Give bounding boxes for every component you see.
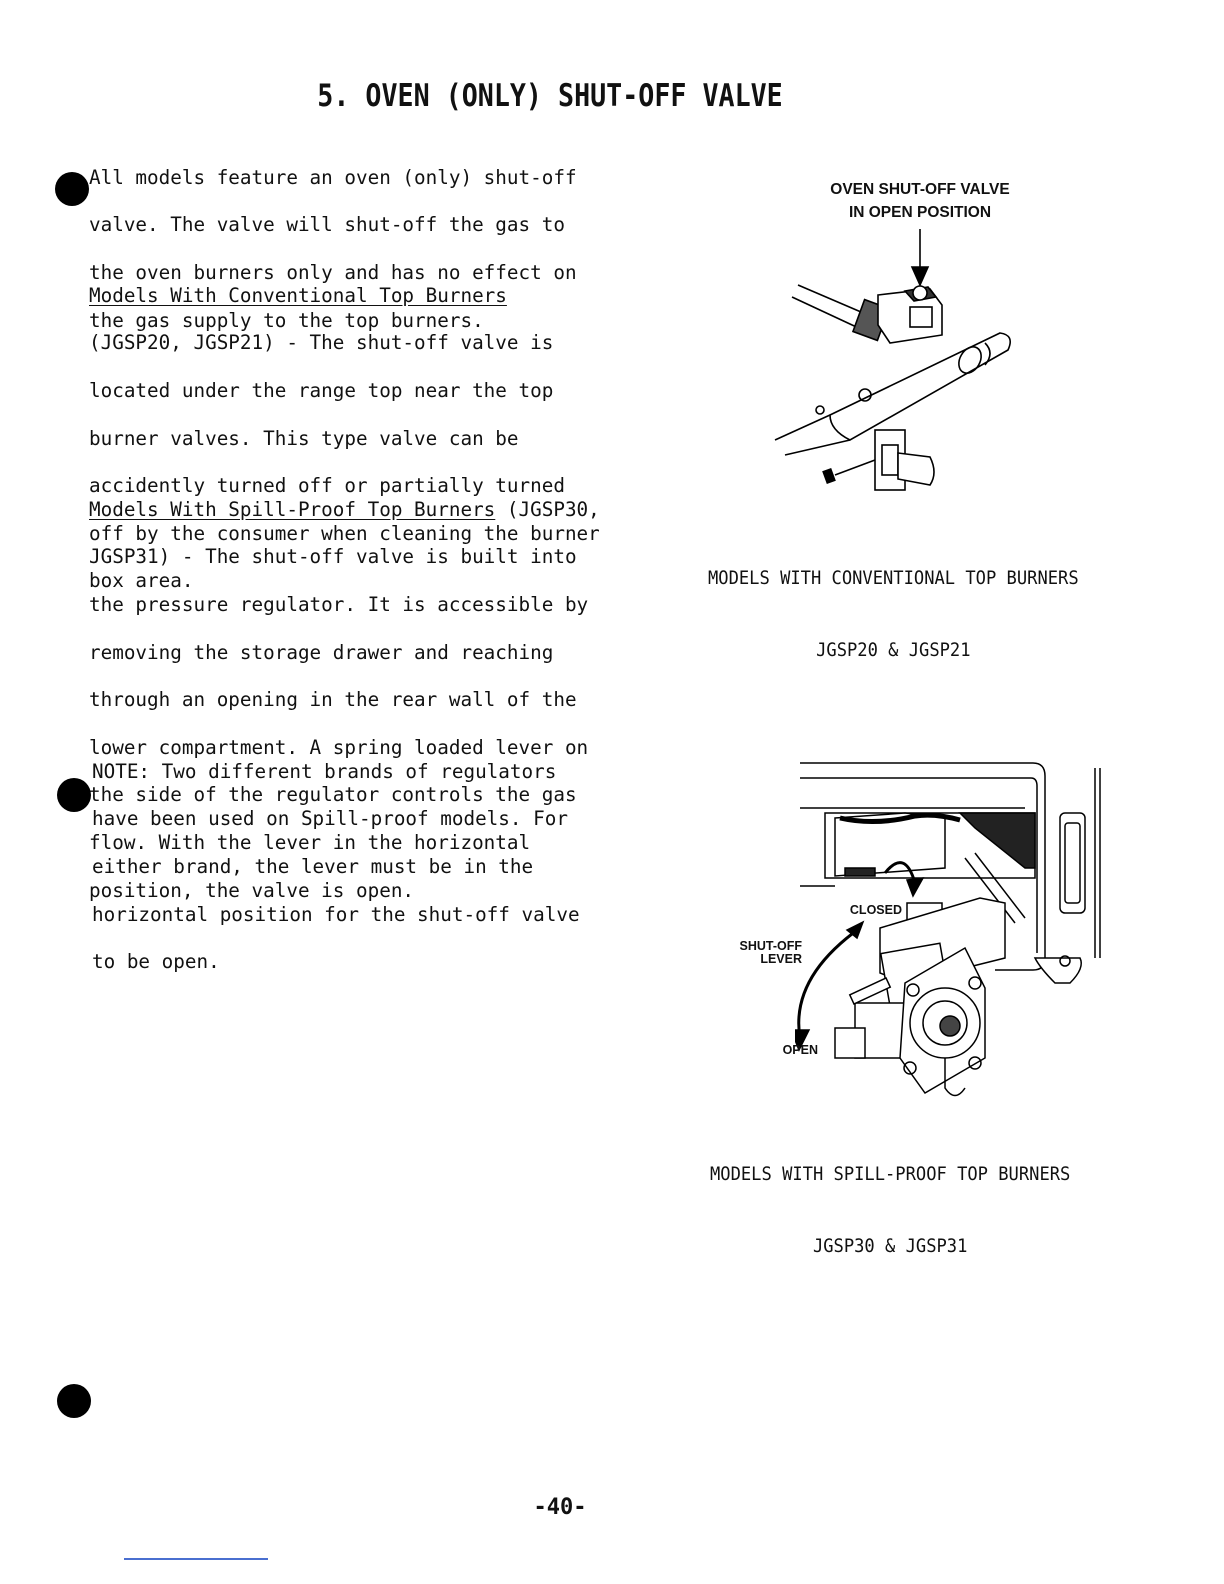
spillproof-line: the pressure regulator. It is accessible by bbox=[89, 592, 589, 616]
figure1-label bbox=[800, 178, 1040, 224]
spillproof-line: JGSP31) - The shut-off valve is built into bbox=[89, 545, 577, 569]
figure1-caption-line2: JGSP20 & JGSP21 bbox=[816, 639, 971, 661]
figure1-label-line2: IN OPEN POSITION bbox=[848, 204, 992, 221]
figure1-caption-line1: MODELS WITH CONVENTIONAL TOP BURNERS bbox=[708, 567, 1079, 589]
intro-line: All models feature an oven (only) shut-off bbox=[89, 165, 577, 189]
conventional-line: burner valves. This type valve can be bbox=[89, 426, 519, 450]
figure1-label-line1: OVEN SHUT-OFF VALVE bbox=[830, 181, 1010, 198]
binder-hole-top bbox=[55, 172, 89, 206]
note-line: either brand, the lever must be in the bbox=[92, 854, 534, 878]
note-line: have been used on Spill-proof models. For bbox=[92, 807, 568, 831]
conventional-line: accidently turned off or partially turned bbox=[89, 474, 565, 498]
conventional-line: off by the consumer when cleaning the burner bbox=[89, 521, 600, 545]
closed-label: CLOSED bbox=[849, 903, 902, 917]
page-title: 5. OVEN (ONLY) SHUT-OFF VALVE bbox=[317, 78, 783, 114]
page-number: -40- bbox=[533, 1495, 587, 1520]
figure2-caption-line2: JGSP30 & JGSP31 bbox=[812, 1235, 968, 1257]
open-label: OPEN bbox=[782, 1043, 818, 1057]
note-line: horizontal position for the shut-off valve bbox=[92, 902, 580, 926]
spillproof-heading: Models With Spill-Proof Top Burners bbox=[89, 497, 496, 521]
spillproof-line: lower compartment. A spring loaded lever on bbox=[89, 735, 589, 759]
note-line: to be open. bbox=[92, 950, 220, 974]
spillproof-line: the side of the regulator controls the gas bbox=[89, 783, 577, 807]
note-line: NOTE: Two different brands of regulators bbox=[92, 759, 557, 783]
figure2-caption bbox=[710, 1114, 1070, 1282]
spillproof-line: through an opening in the rear wall of the bbox=[89, 688, 577, 712]
conventional-line: located under the range top near the top bbox=[89, 378, 554, 402]
figure1-caption bbox=[708, 518, 1079, 686]
binder-hole-middle bbox=[57, 778, 91, 812]
spillproof-line: removing the storage drawer and reaching bbox=[89, 640, 554, 664]
binder-hole-bottom bbox=[57, 1384, 91, 1418]
spillproof-regulator-illustration bbox=[795, 758, 1110, 1103]
spillproof-heading-suffix: (JGSP30, bbox=[495, 497, 600, 521]
conventional-heading: Models With Conventional Top Burners bbox=[89, 283, 507, 307]
bottom-rule bbox=[124, 1558, 268, 1560]
intro-line: the oven burners only and has no effect on bbox=[89, 260, 577, 284]
intro-line: valve. The valve will shut-off the gas to bbox=[89, 213, 565, 237]
shutoff-lever-label bbox=[718, 940, 802, 966]
note-paragraph bbox=[92, 736, 632, 998]
shutoff-lever-label-line2: LEVER bbox=[760, 952, 802, 966]
shutoff-lever-label-line1: SHUT-OFF bbox=[739, 939, 802, 953]
figure2-caption-line1: MODELS WITH SPILL-PROOF TOP BURNERS bbox=[710, 1163, 1071, 1185]
spillproof-line: position, the valve is open. bbox=[89, 878, 415, 902]
conventional-line: box area. bbox=[89, 569, 194, 593]
conventional-line: (JGSP20, JGSP21) - The shut-off valve is bbox=[89, 331, 554, 355]
intro-line: the gas supply to the top burners. bbox=[89, 308, 484, 332]
conventional-valve-illustration bbox=[770, 225, 1030, 505]
spillproof-line: flow. With the lever in the horizontal bbox=[89, 830, 531, 854]
